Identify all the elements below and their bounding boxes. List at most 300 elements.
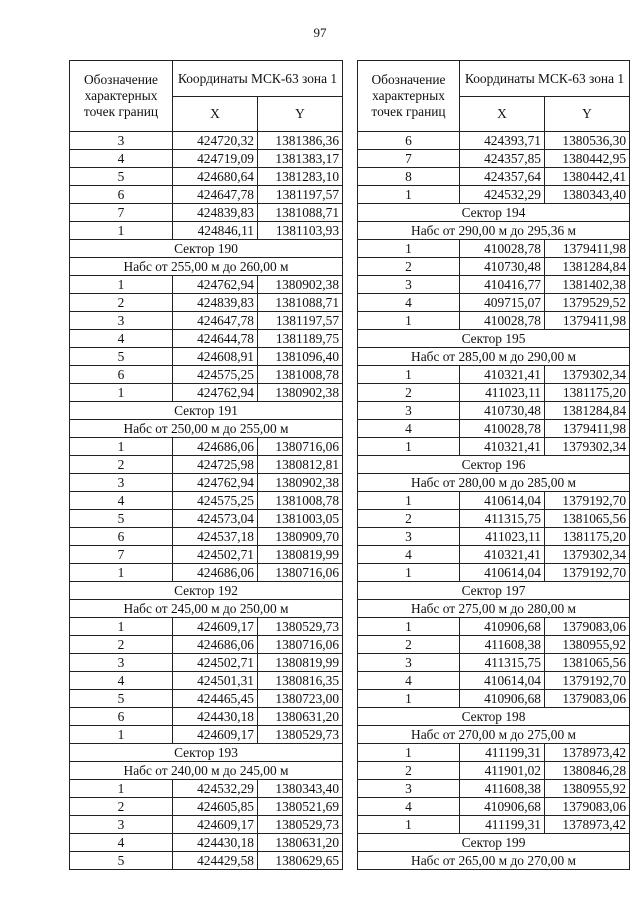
x-coordinate-cell: 411608,38 xyxy=(460,636,545,654)
point-row xyxy=(70,708,343,726)
point-number-cell: 6 xyxy=(70,186,173,204)
y-coordinate-cell: 1379302,34 xyxy=(545,546,630,564)
y-coordinate-cell: 1380343,40 xyxy=(258,780,343,798)
y-coordinate-cell: 1380909,70 xyxy=(258,528,343,546)
point-number-cell: 1 xyxy=(70,384,173,402)
x-coordinate-cell: 411608,38 xyxy=(460,780,545,798)
sector-row xyxy=(70,744,343,762)
point-number-cell: 1 xyxy=(358,366,460,384)
x-coordinate-cell: 411023,11 xyxy=(460,384,545,402)
x-coordinate-cell: 424839,83 xyxy=(173,294,258,312)
point-row xyxy=(70,690,343,708)
x-coordinate-cell: 424573,04 xyxy=(173,510,258,528)
point-row xyxy=(358,816,630,834)
y-coordinate-cell: 1380846,28 xyxy=(545,762,630,780)
point-number-cell: 5 xyxy=(70,510,173,528)
x-coordinate-cell: 424609,17 xyxy=(173,726,258,744)
sector-title: Сектор 194 xyxy=(358,204,630,222)
point-number-cell: 1 xyxy=(70,222,173,240)
y-coordinate-cell: 1379192,70 xyxy=(545,564,630,582)
y-coordinate-cell: 1380442,95 xyxy=(545,150,630,168)
x-coordinate-cell: 410614,04 xyxy=(460,492,545,510)
x-coordinate-cell: 424357,64 xyxy=(460,168,545,186)
point-number-cell: 7 xyxy=(358,150,460,168)
point-row xyxy=(358,546,630,564)
point-row xyxy=(358,438,630,456)
right-table-body xyxy=(358,132,630,870)
y-coordinate-cell: 1380716,06 xyxy=(258,438,343,456)
sector-title: Сектор 198 xyxy=(358,708,630,726)
x-coordinate-cell: 424762,94 xyxy=(173,474,258,492)
x-coordinate-cell: 424719,09 xyxy=(173,150,258,168)
point-row xyxy=(70,546,343,564)
x-coordinate-cell: 410730,48 xyxy=(460,402,545,420)
point-row xyxy=(358,150,630,168)
y-coordinate-cell: 1381103,93 xyxy=(258,222,343,240)
y-coordinate-cell: 1381088,71 xyxy=(258,204,343,222)
y-coordinate-cell: 1380631,20 xyxy=(258,708,343,726)
point-number-cell: 5 xyxy=(70,690,173,708)
y-coordinate-cell: 1380629,65 xyxy=(258,852,343,870)
x-coordinate-cell: 424537,18 xyxy=(173,528,258,546)
y-coordinate-cell: 1381065,56 xyxy=(545,510,630,528)
point-number-cell: 4 xyxy=(358,798,460,816)
point-row xyxy=(70,456,343,474)
x-coordinate-cell: 411315,75 xyxy=(460,510,545,528)
point-number-cell: 6 xyxy=(358,132,460,150)
y-coordinate-cell: 1381402,38 xyxy=(545,276,630,294)
point-number-cell: 3 xyxy=(358,276,460,294)
x-coordinate-cell: 424762,94 xyxy=(173,276,258,294)
x-coordinate-cell: 424720,32 xyxy=(173,132,258,150)
point-row xyxy=(70,222,343,240)
point-number-cell: 3 xyxy=(358,528,460,546)
sector-row xyxy=(358,456,630,474)
x-coordinate-cell: 410321,41 xyxy=(460,438,545,456)
point-number-cell: 3 xyxy=(70,312,173,330)
point-row xyxy=(358,276,630,294)
point-row xyxy=(70,834,343,852)
point-row xyxy=(70,474,343,492)
point-row xyxy=(70,798,343,816)
y-coordinate-cell: 1380343,40 xyxy=(545,186,630,204)
height-range-row xyxy=(70,420,343,438)
y-coordinate-cell: 1381197,57 xyxy=(258,312,343,330)
point-row xyxy=(70,438,343,456)
point-row xyxy=(358,780,630,798)
y-coordinate-cell: 1379529,52 xyxy=(545,294,630,312)
point-row xyxy=(70,528,343,546)
sector-title: Сектор 195 xyxy=(358,330,630,348)
point-number-cell: 2 xyxy=(70,636,173,654)
x-coordinate-cell: 424575,25 xyxy=(173,366,258,384)
y-coordinate-cell: 1381383,17 xyxy=(258,150,343,168)
x-coordinate-cell: 424605,85 xyxy=(173,798,258,816)
point-row xyxy=(358,672,630,690)
y-coordinate-cell: 1381197,57 xyxy=(258,186,343,204)
sector-row xyxy=(358,708,630,726)
x-coordinate-cell: 424501,31 xyxy=(173,672,258,690)
point-row xyxy=(358,654,630,672)
sector-row xyxy=(358,834,630,852)
y-coordinate-cell: 1378973,42 xyxy=(545,816,630,834)
y-coordinate-cell: 1379302,34 xyxy=(545,366,630,384)
point-number-cell: 1 xyxy=(70,564,173,582)
point-number-cell: 2 xyxy=(358,384,460,402)
height-range-row xyxy=(358,474,630,492)
height-range-row xyxy=(70,762,343,780)
y-coordinate-cell: 1381088,71 xyxy=(258,294,343,312)
point-row xyxy=(358,690,630,708)
sector-title: Сектор 191 xyxy=(70,402,343,420)
y-coordinate-cell: 1381175,20 xyxy=(545,384,630,402)
point-row xyxy=(70,780,343,798)
point-row xyxy=(358,798,630,816)
coordinates-header: Координаты МСК-63 зона 1 xyxy=(460,61,630,97)
sector-title: Сектор 192 xyxy=(70,582,343,600)
point-number-cell: 2 xyxy=(70,798,173,816)
y-coordinate-cell: 1379192,70 xyxy=(545,672,630,690)
point-row xyxy=(70,276,343,294)
y-coordinate-cell: 1380529,73 xyxy=(258,726,343,744)
y-coordinate-cell: 1380902,38 xyxy=(258,474,343,492)
x-coordinate-cell: 424429,58 xyxy=(173,852,258,870)
x-coordinate-cell: 410730,48 xyxy=(460,258,545,276)
x-coordinate-cell: 410028,78 xyxy=(460,420,545,438)
point-number-cell: 1 xyxy=(70,780,173,798)
point-number-cell: 1 xyxy=(358,438,460,456)
point-row xyxy=(358,240,630,258)
sector-row xyxy=(70,240,343,258)
point-row xyxy=(70,564,343,582)
x-coordinate-cell: 424393,71 xyxy=(460,132,545,150)
y-coordinate-cell: 1380536,30 xyxy=(545,132,630,150)
point-number-cell: 2 xyxy=(358,510,460,528)
x-coordinate-cell: 424644,78 xyxy=(173,330,258,348)
y-coordinate-cell: 1380716,06 xyxy=(258,636,343,654)
point-number-cell: 2 xyxy=(358,762,460,780)
height-range-label: Набс от 280,00 м до 285,00 м xyxy=(358,474,630,492)
y-coordinate-cell: 1380819,99 xyxy=(258,654,343,672)
x-coordinate-cell: 424686,06 xyxy=(173,636,258,654)
point-row xyxy=(70,510,343,528)
x-coordinate-cell: 424846,11 xyxy=(173,222,258,240)
point-number-cell: 2 xyxy=(358,636,460,654)
point-row xyxy=(70,366,343,384)
point-number-cell: 5 xyxy=(70,852,173,870)
point-row xyxy=(70,672,343,690)
x-coordinate-cell: 424647,78 xyxy=(173,312,258,330)
point-row xyxy=(70,168,343,186)
x-coordinate-cell: 410614,04 xyxy=(460,672,545,690)
height-range-label: Набс от 275,00 м до 280,00 м xyxy=(358,600,630,618)
point-row xyxy=(358,636,630,654)
point-row xyxy=(358,492,630,510)
point-number-cell: 1 xyxy=(358,492,460,510)
point-row xyxy=(70,132,343,150)
x-coordinate-cell: 424609,17 xyxy=(173,816,258,834)
point-number-cell: 7 xyxy=(70,204,173,222)
point-row xyxy=(358,312,630,330)
point-row xyxy=(70,294,343,312)
x-coordinate-cell: 411315,75 xyxy=(460,654,545,672)
x-coordinate-cell: 409715,07 xyxy=(460,294,545,312)
x-coordinate-cell: 411901,02 xyxy=(460,762,545,780)
x-coordinate-cell: 410028,78 xyxy=(460,312,545,330)
x-column-header: X xyxy=(460,97,545,132)
points-column-header: Обозначение характерных точек границ xyxy=(358,61,460,132)
height-range-label: Набс от 270,00 м до 275,00 м xyxy=(358,726,630,744)
x-coordinate-cell: 410028,78 xyxy=(460,240,545,258)
coordinates-header: Координаты МСК-63 зона 1 xyxy=(173,61,343,97)
y-coordinate-cell: 1380631,20 xyxy=(258,834,343,852)
point-number-cell: 1 xyxy=(358,564,460,582)
y-coordinate-cell: 1380716,06 xyxy=(258,564,343,582)
x-coordinate-cell: 410906,68 xyxy=(460,618,545,636)
point-number-cell: 4 xyxy=(358,546,460,564)
y-coordinate-cell: 1380819,99 xyxy=(258,546,343,564)
point-row xyxy=(70,186,343,204)
y-coordinate-cell: 1380723,00 xyxy=(258,690,343,708)
y-coordinate-cell: 1380521,69 xyxy=(258,798,343,816)
x-coordinate-cell: 424532,29 xyxy=(173,780,258,798)
point-number-cell: 2 xyxy=(70,294,173,312)
point-number-cell: 3 xyxy=(70,132,173,150)
point-row xyxy=(70,636,343,654)
y-coordinate-cell: 1379411,98 xyxy=(545,240,630,258)
sector-row xyxy=(70,402,343,420)
point-row xyxy=(70,330,343,348)
y-coordinate-cell: 1380529,73 xyxy=(258,816,343,834)
x-coordinate-cell: 424609,17 xyxy=(173,618,258,636)
height-range-row xyxy=(70,600,343,618)
point-number-cell: 4 xyxy=(70,492,173,510)
point-row xyxy=(358,168,630,186)
y-coordinate-cell: 1380955,92 xyxy=(545,780,630,798)
point-row xyxy=(358,528,630,546)
sector-title: Сектор 193 xyxy=(70,744,343,762)
sector-title: Сектор 199 xyxy=(358,834,630,852)
point-number-cell: 5 xyxy=(70,348,173,366)
height-range-row xyxy=(358,852,630,870)
point-number-cell: 6 xyxy=(70,366,173,384)
y-coordinate-cell: 1380442,41 xyxy=(545,168,630,186)
left-coordinates-table xyxy=(69,60,343,870)
x-coordinate-cell: 410906,68 xyxy=(460,690,545,708)
point-number-cell: 1 xyxy=(70,618,173,636)
height-range-label: Набс от 265,00 м до 270,00 м xyxy=(358,852,630,870)
point-number-cell: 1 xyxy=(358,186,460,204)
sector-row xyxy=(70,582,343,600)
x-coordinate-cell: 410614,04 xyxy=(460,564,545,582)
height-range-label: Набс от 255,00 м до 260,00 м xyxy=(70,258,343,276)
sector-title: Сектор 197 xyxy=(358,582,630,600)
x-coordinate-cell: 424532,29 xyxy=(460,186,545,204)
left-table-body xyxy=(70,132,343,870)
x-coordinate-cell: 424502,71 xyxy=(173,546,258,564)
y-coordinate-cell: 1379192,70 xyxy=(545,492,630,510)
point-row xyxy=(70,312,343,330)
y-coordinate-cell: 1379083,06 xyxy=(545,690,630,708)
sector-row xyxy=(358,582,630,600)
point-number-cell: 3 xyxy=(70,816,173,834)
y-coordinate-cell: 1380955,92 xyxy=(545,636,630,654)
point-row xyxy=(358,366,630,384)
point-number-cell: 6 xyxy=(70,708,173,726)
sector-row xyxy=(358,204,630,222)
height-range-label: Набс от 250,00 м до 255,00 м xyxy=(70,420,343,438)
x-coordinate-cell: 424839,83 xyxy=(173,204,258,222)
point-number-cell: 3 xyxy=(70,654,173,672)
point-row xyxy=(358,258,630,276)
y-coordinate-cell: 1379083,06 xyxy=(545,618,630,636)
point-row xyxy=(358,744,630,762)
point-row xyxy=(358,402,630,420)
height-range-row xyxy=(70,258,343,276)
point-number-cell: 1 xyxy=(358,690,460,708)
x-coordinate-cell: 411023,11 xyxy=(460,528,545,546)
y-coordinate-cell: 1379083,06 xyxy=(545,798,630,816)
point-number-cell: 2 xyxy=(70,456,173,474)
point-row xyxy=(358,510,630,528)
y-coordinate-cell: 1381386,36 xyxy=(258,132,343,150)
x-coordinate-cell: 424430,18 xyxy=(173,708,258,726)
point-row xyxy=(70,816,343,834)
x-coordinate-cell: 411199,31 xyxy=(460,816,545,834)
point-row xyxy=(70,348,343,366)
x-coordinate-cell: 410416,77 xyxy=(460,276,545,294)
point-number-cell: 1 xyxy=(358,240,460,258)
height-range-row xyxy=(358,726,630,744)
page-number: 97 xyxy=(313,25,327,40)
x-coordinate-cell: 424465,45 xyxy=(173,690,258,708)
x-coordinate-cell: 424608,91 xyxy=(173,348,258,366)
y-coordinate-cell: 1381284,84 xyxy=(545,402,630,420)
point-row xyxy=(70,654,343,672)
point-number-cell: 4 xyxy=(358,672,460,690)
point-number-cell: 1 xyxy=(358,312,460,330)
y-coordinate-cell: 1381008,78 xyxy=(258,492,343,510)
x-coordinate-cell: 424686,06 xyxy=(173,438,258,456)
point-number-cell: 3 xyxy=(70,474,173,492)
x-coordinate-cell: 410906,68 xyxy=(460,798,545,816)
x-coordinate-cell: 410321,41 xyxy=(460,546,545,564)
point-number-cell: 1 xyxy=(70,276,173,294)
points-column-header: Обозначение характерных точек границ xyxy=(70,61,173,132)
y-coordinate-cell: 1378973,42 xyxy=(545,744,630,762)
point-number-cell: 4 xyxy=(70,330,173,348)
point-row xyxy=(358,618,630,636)
point-number-cell: 4 xyxy=(70,834,173,852)
x-coordinate-cell: 424762,94 xyxy=(173,384,258,402)
x-coordinate-cell: 424575,25 xyxy=(173,492,258,510)
point-number-cell: 4 xyxy=(358,420,460,438)
point-number-cell: 3 xyxy=(358,654,460,672)
point-row xyxy=(70,852,343,870)
y-coordinate-cell: 1381175,20 xyxy=(545,528,630,546)
point-number-cell: 4 xyxy=(70,150,173,168)
y-coordinate-cell: 1381003,05 xyxy=(258,510,343,528)
point-row xyxy=(70,204,343,222)
x-coordinate-cell: 411199,31 xyxy=(460,744,545,762)
point-row xyxy=(70,150,343,168)
y-coordinate-cell: 1379302,34 xyxy=(545,438,630,456)
point-number-cell: 5 xyxy=(70,168,173,186)
y-coordinate-cell: 1381189,75 xyxy=(258,330,343,348)
height-range-row xyxy=(358,600,630,618)
y-coordinate-cell: 1380816,35 xyxy=(258,672,343,690)
height-range-label: Набс от 240,00 м до 245,00 м xyxy=(70,762,343,780)
y-coordinate-cell: 1381283,10 xyxy=(258,168,343,186)
point-number-cell: 7 xyxy=(70,546,173,564)
x-coordinate-cell: 424502,71 xyxy=(173,654,258,672)
point-number-cell: 2 xyxy=(358,258,460,276)
height-range-label: Набс от 245,00 м до 250,00 м xyxy=(70,600,343,618)
height-range-label: Набс от 290,00 м до 295,36 м xyxy=(358,222,630,240)
y-coordinate-cell: 1380529,73 xyxy=(258,618,343,636)
point-number-cell: 3 xyxy=(358,780,460,798)
point-row xyxy=(358,420,630,438)
point-number-cell: 1 xyxy=(358,816,460,834)
y-coordinate-cell: 1381096,40 xyxy=(258,348,343,366)
y-coordinate-cell: 1381065,56 xyxy=(545,654,630,672)
point-row xyxy=(358,186,630,204)
point-row xyxy=(70,618,343,636)
point-row xyxy=(70,384,343,402)
x-coordinate-cell: 424357,85 xyxy=(460,150,545,168)
y-coordinate-cell: 1381008,78 xyxy=(258,366,343,384)
sector-row xyxy=(358,330,630,348)
point-row xyxy=(70,726,343,744)
point-number-cell: 4 xyxy=(358,294,460,312)
point-number-cell: 1 xyxy=(358,744,460,762)
y-coordinate-cell: 1381284,84 xyxy=(545,258,630,276)
y-coordinate-cell: 1380902,38 xyxy=(258,276,343,294)
point-number-cell: 8 xyxy=(358,168,460,186)
x-coordinate-cell: 410321,41 xyxy=(460,366,545,384)
point-row xyxy=(358,384,630,402)
point-number-cell: 1 xyxy=(358,618,460,636)
height-range-label: Набс от 285,00 м до 290,00 м xyxy=(358,348,630,366)
point-number-cell: 6 xyxy=(70,528,173,546)
point-row xyxy=(358,564,630,582)
y-coordinate-cell: 1380812,81 xyxy=(258,456,343,474)
point-number-cell: 1 xyxy=(70,438,173,456)
x-coordinate-cell: 424647,78 xyxy=(173,186,258,204)
x-coordinate-cell: 424725,98 xyxy=(173,456,258,474)
point-row xyxy=(358,294,630,312)
point-row xyxy=(70,492,343,510)
point-number-cell: 3 xyxy=(358,402,460,420)
x-column-header: X xyxy=(173,97,258,132)
x-coordinate-cell: 424680,64 xyxy=(173,168,258,186)
y-column-header: Y xyxy=(258,97,343,132)
sector-title: Сектор 196 xyxy=(358,456,630,474)
y-coordinate-cell: 1379411,98 xyxy=(545,420,630,438)
y-coordinate-cell: 1379411,98 xyxy=(545,312,630,330)
height-range-row xyxy=(358,222,630,240)
y-column-header: Y xyxy=(545,97,630,132)
point-row xyxy=(358,132,630,150)
y-coordinate-cell: 1380902,38 xyxy=(258,384,343,402)
point-number-cell: 4 xyxy=(70,672,173,690)
point-number-cell: 1 xyxy=(70,726,173,744)
x-coordinate-cell: 424686,06 xyxy=(173,564,258,582)
right-coordinates-table xyxy=(357,60,630,870)
sector-title: Сектор 190 xyxy=(70,240,343,258)
height-range-row xyxy=(358,348,630,366)
x-coordinate-cell: 424430,18 xyxy=(173,834,258,852)
